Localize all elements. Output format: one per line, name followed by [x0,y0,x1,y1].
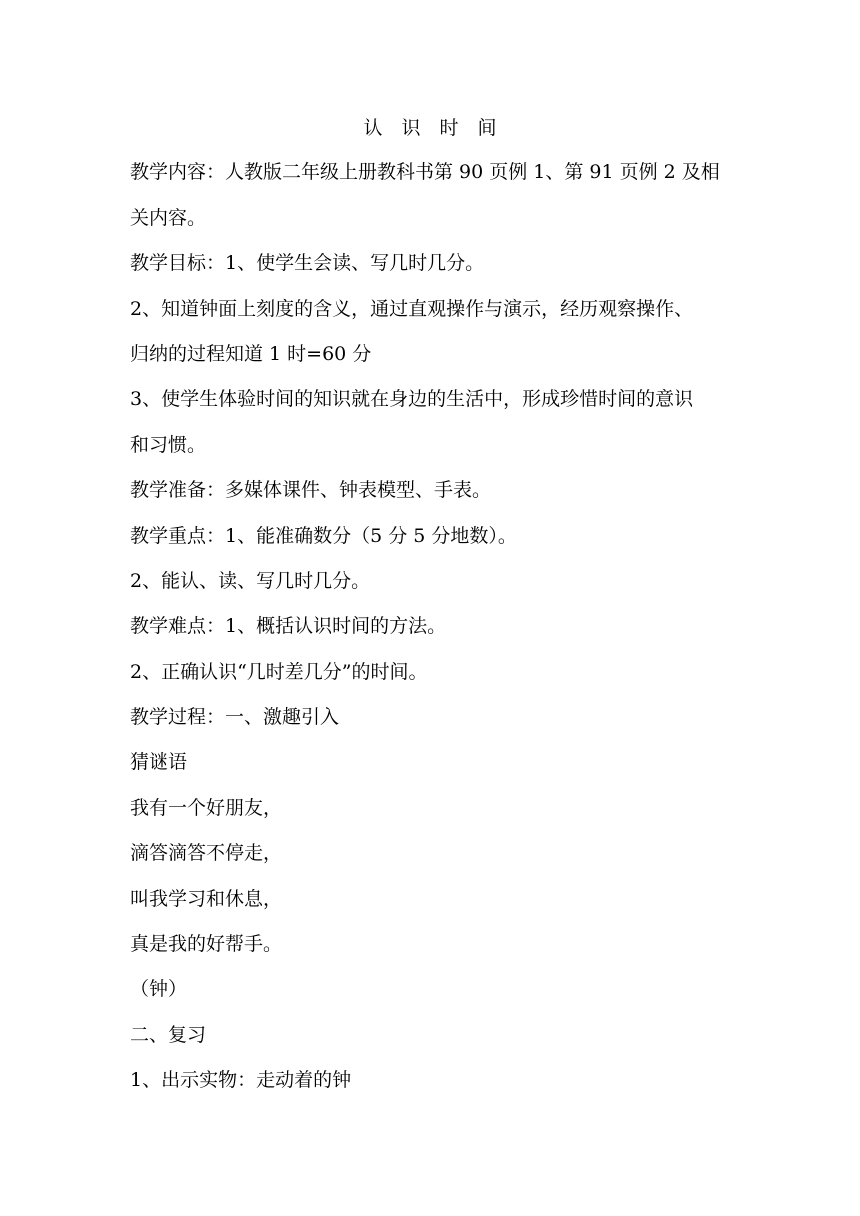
paragraph-line: 3、使学生体验时间的知识就在身边的生活中，形成珍惜时间的意识 [130,388,694,410]
paragraph-line: 二、复习 [130,1024,207,1046]
paragraph-line: 1、出示实物：走动着的钟 [130,1069,352,1091]
paragraph-line: 归纳的过程知道 1 时=60 分 [130,343,372,365]
paragraph-line: 滴答滴答不停走， [130,842,283,864]
paragraph-line: 教学难点：1、概括认识时间的方法。 [130,615,447,637]
paragraph-line: 教学内容：人教版二年级上册教科书第 90 页例 1、第 91 页例 2 及相 [130,161,720,183]
paragraph-line: 猜谜语 [130,751,188,773]
paragraph-line: 教学目标：1、使学生会读、写几时几分。 [130,252,485,274]
paragraph-line: 真是我的好帮手。 [130,933,283,955]
document-title: 认 识 时 间 [363,117,497,139]
paragraph-line: （钟） [130,978,188,1000]
paragraph-line: 叫我学习和休息， [130,888,283,910]
paragraph-line: 我有一个好朋友， [130,797,283,819]
paragraph-line: 2、知道钟面上刻度的含义，通过直观操作与演示，经历观察操作、 [130,298,694,320]
paragraph-line: 教学重点：1、能准确数分（5 分 5 分地数）。 [130,525,517,547]
paragraph-line: 教学过程：一、激趣引入 [130,706,340,728]
paragraph-line: 2、能认、读、写几时几分。 [130,570,371,592]
paragraph-line: 和习惯。 [130,434,207,456]
paragraph-line: 2、正确认识“几时差几分”的时间。 [130,661,428,683]
paragraph-line: 教学准备：多媒体课件、钟表模型、手表。 [130,479,492,501]
paragraph-line: 关内容。 [130,207,207,229]
